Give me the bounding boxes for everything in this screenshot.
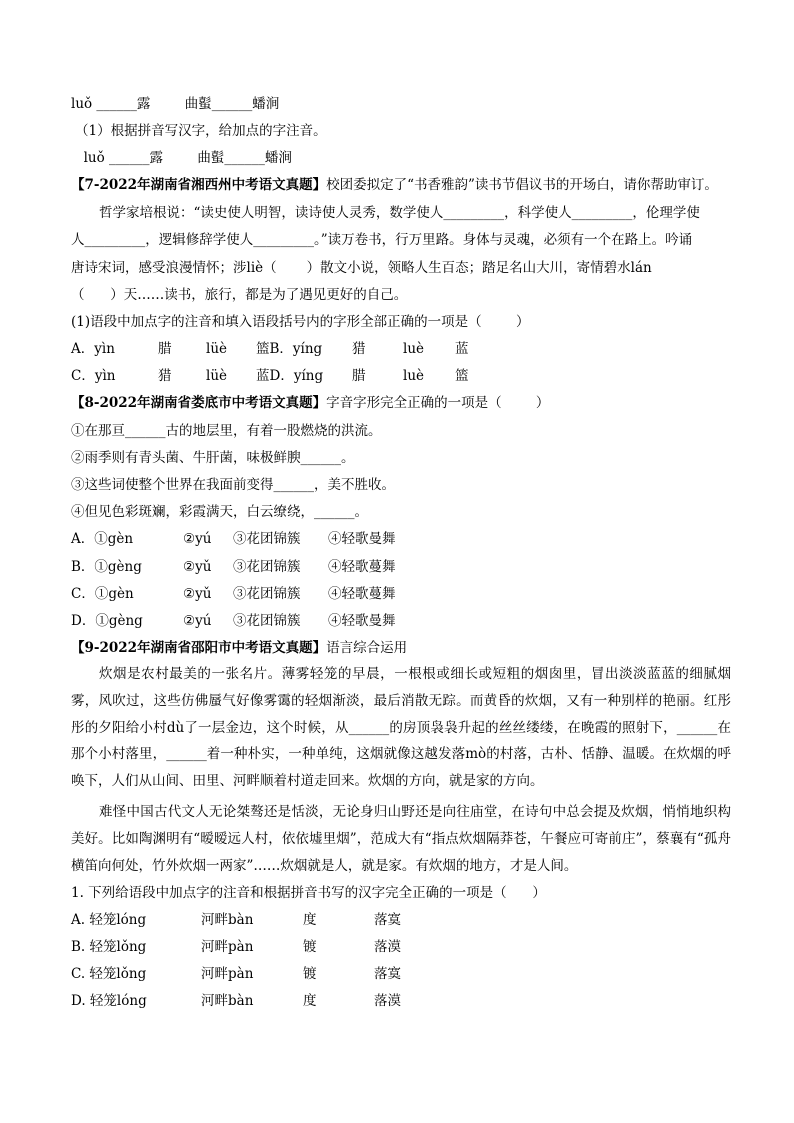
q7-option-d-char1: 腊 [352,368,366,384]
q7-passage-line-3: 唐诗宋词，感受浪漫情怀；涉liè（ ）散文小说，领略人生百态；踏足名山大川，寄情碧水lán [71,260,652,276]
q7-option-b-pinyin2: luè [403,341,425,357]
q9-prompt: 语言综合运用 [326,640,408,656]
q7-heading [71,175,718,195]
q7-option-d-start: 蓝D．yíng [256,368,324,384]
instruction-line: （1）根据拼音写汉字，给加点的字注音。 [75,123,327,139]
q8-option-d-3: ③花团锦簇 [233,613,301,629]
q7-option-c-pinyin: C．yìn [71,368,116,384]
pinyin-fill-line-1: luǒ ______露 曲蟚______蟠涧 [71,96,280,112]
q7-option-a-pinyin2: lüè [206,341,228,357]
q8-option-a-3: ③花团锦簇 [233,531,301,547]
q8-option-a-2: ②yú [183,531,212,547]
q9-option-d-3: 度 [303,993,317,1009]
q9-question: 1. 下列给语段中加点字的注音和根据拼音书写的汉字完全正确的一项是（ ） [71,885,546,901]
q7-option-a-pinyin: A．yìn [71,341,115,357]
q7-option-d-char2: 篮 [455,368,469,384]
q9-option-a-2: 河畔bàn [201,912,254,928]
q7-passage-line-4: （ ）天……读书，旅行，都是为了遇见更好的自己。 [71,287,408,303]
q9-heading [71,638,407,658]
q9-option-c-1: C. 轻笼lǒng [71,966,147,982]
q7-passage-line-1: 哲学家培根说：“读史使人明智，读诗使人灵秀，数学使人_________，科学使人_________，伦理学使 [99,205,700,221]
q9-option-d-4: 落漠 [374,993,401,1009]
q8-option-b-1: B．①gèng [71,559,142,575]
q8-option-a-4: ④轻歌曼舞 [328,531,396,547]
q8-option-c-4: ④轻歌蔓舞 [328,586,396,602]
q7-passage-line-2: 人_________，逻辑修辞学使人_________。”读万卷书，行万里路。身体与灵魂，必须有一个在路上。吟诵 [71,232,693,248]
q7-question: (1)语段中加点字的注音和填入语段括号内的字形全部正确的一项是（ ） [71,314,530,330]
q9-passage-paragraph-1: 炊烟是农村最美的一张名片。薄雾轻笼的早晨，一根根或细长或短粗的烟囱里，冒出淡淡蓝蓝的细腻烟雾，风吹过，这些仿佛蜃气好像雾霭的轻烟渐淡，最后消散无踪。而黄昏的炊烟，又有一种别样的艳丽。红彤彤的夕阳给小村dù了一层金边，这个时候，从______的房顶袅袅升起的丝丝缕缕，在晚霞的照射下，______在那个小村落里，______着一种朴实，一种单纯，这烟就像这越发落mò的村落，古朴、恬静、温暖。在炊烟的呼唤下，人们从山间、田里、河畔顺着村道走回来。炊烟的方向，就是家的方向。 [71,666,731,790]
q8-prompt: 字音字形完全正确的一项是（ ） [326,395,550,411]
q9-option-c-4: 落寞 [374,966,401,982]
q8-sentence-2: ②雨季则有青头菌、牛肝菌，味极鲜腴______。 [71,450,355,466]
q8-source-title: 【8-2022年湖南省娄底市中考语文真题】 [71,395,327,411]
q8-option-a-1: A．①gèn [71,531,134,547]
q9-option-d-2: 河畔bàn [201,993,254,1009]
q9-option-b-4: 落漠 [374,939,401,955]
q8-option-c-3: ③花团锦簇 [233,586,301,602]
q7-option-b-char1: 猎 [352,341,366,357]
q8-option-d-2: ②yú [183,613,212,629]
q8-heading [71,393,549,413]
pinyin-fill-line-2: luǒ ______露 曲蟚______蟠涧 [75,150,292,166]
q8-sentence-3: ③这些词使整个世界在我面前变得______，美不胜收。 [71,477,395,493]
q8-option-b-2: ②yǔ [183,559,212,575]
q8-sentence-4: ④但见色彩斑斓，彩霞满天，白云缭绕，______。 [71,504,368,520]
q8-option-b-3: ③花团锦簇 [233,559,301,575]
q8-option-d-1: D．①gèng [71,613,143,629]
q8-option-d-4: ④轻歌曼舞 [328,613,396,629]
q7-option-b-start: 篮B．yíng [256,341,323,357]
q9-passage-paragraph-2: 难怪中国古代文人无论桀骜还是恬淡，无论身归山野还是向往庙堂，在诗句中总会提及炊烟，悄悄地织构美好。比如陶渊明有“暧暧远人村，依依墟里烟”，范成大有“指点炊烟隔莽苍，午餐应可寄前庄”，蔡襄有“孤舟横笛向何处，竹外炊烟一两家”……炊烟就是人，就是家。有炊烟的地方，才是人间。 [71,804,731,874]
q7-option-b-char2: 蓝 [455,341,469,357]
q7-prompt: 校团委拟定了“书香雅韵”读书节倡议书的开场白，请你帮助审订。 [326,177,718,193]
q9-option-b-1: B. 轻笼lǒng [71,939,147,955]
q8-option-b-4: ④轻歌蔓舞 [328,559,396,575]
q9-option-a-1: A. 轻笼lóng [71,912,147,928]
q9-option-c-2: 河畔pàn [201,966,254,982]
q7-source-title: 【7-2022年湖南省湘西州中考语文真题】 [71,177,327,193]
q9-option-a-4: 落寞 [374,912,401,928]
q9-option-b-3: 镀 [303,939,317,955]
q9-option-c-3: 镀 [303,966,317,982]
q8-option-c-1: C．①gèn [71,586,134,602]
q7-option-c-pinyin2: lüè [206,368,228,384]
q9-option-b-2: 河畔pàn [201,939,254,955]
q9-option-a-3: 度 [303,912,317,928]
q8-option-c-2: ②yǔ [183,586,212,602]
q8-sentence-1: ①在那亘______古的地层里，有着一股燃烧的洪流。 [71,423,382,439]
q7-option-d-pinyin2: luè [403,368,425,384]
q9-source-title: 【9-2022年湖南省邵阳市中考语文真题】 [71,640,327,656]
q7-option-a-char1: 腊 [158,341,172,357]
q9-option-d-1: D. 轻笼lóng [71,993,147,1009]
q7-option-c-char1: 猎 [158,368,172,384]
